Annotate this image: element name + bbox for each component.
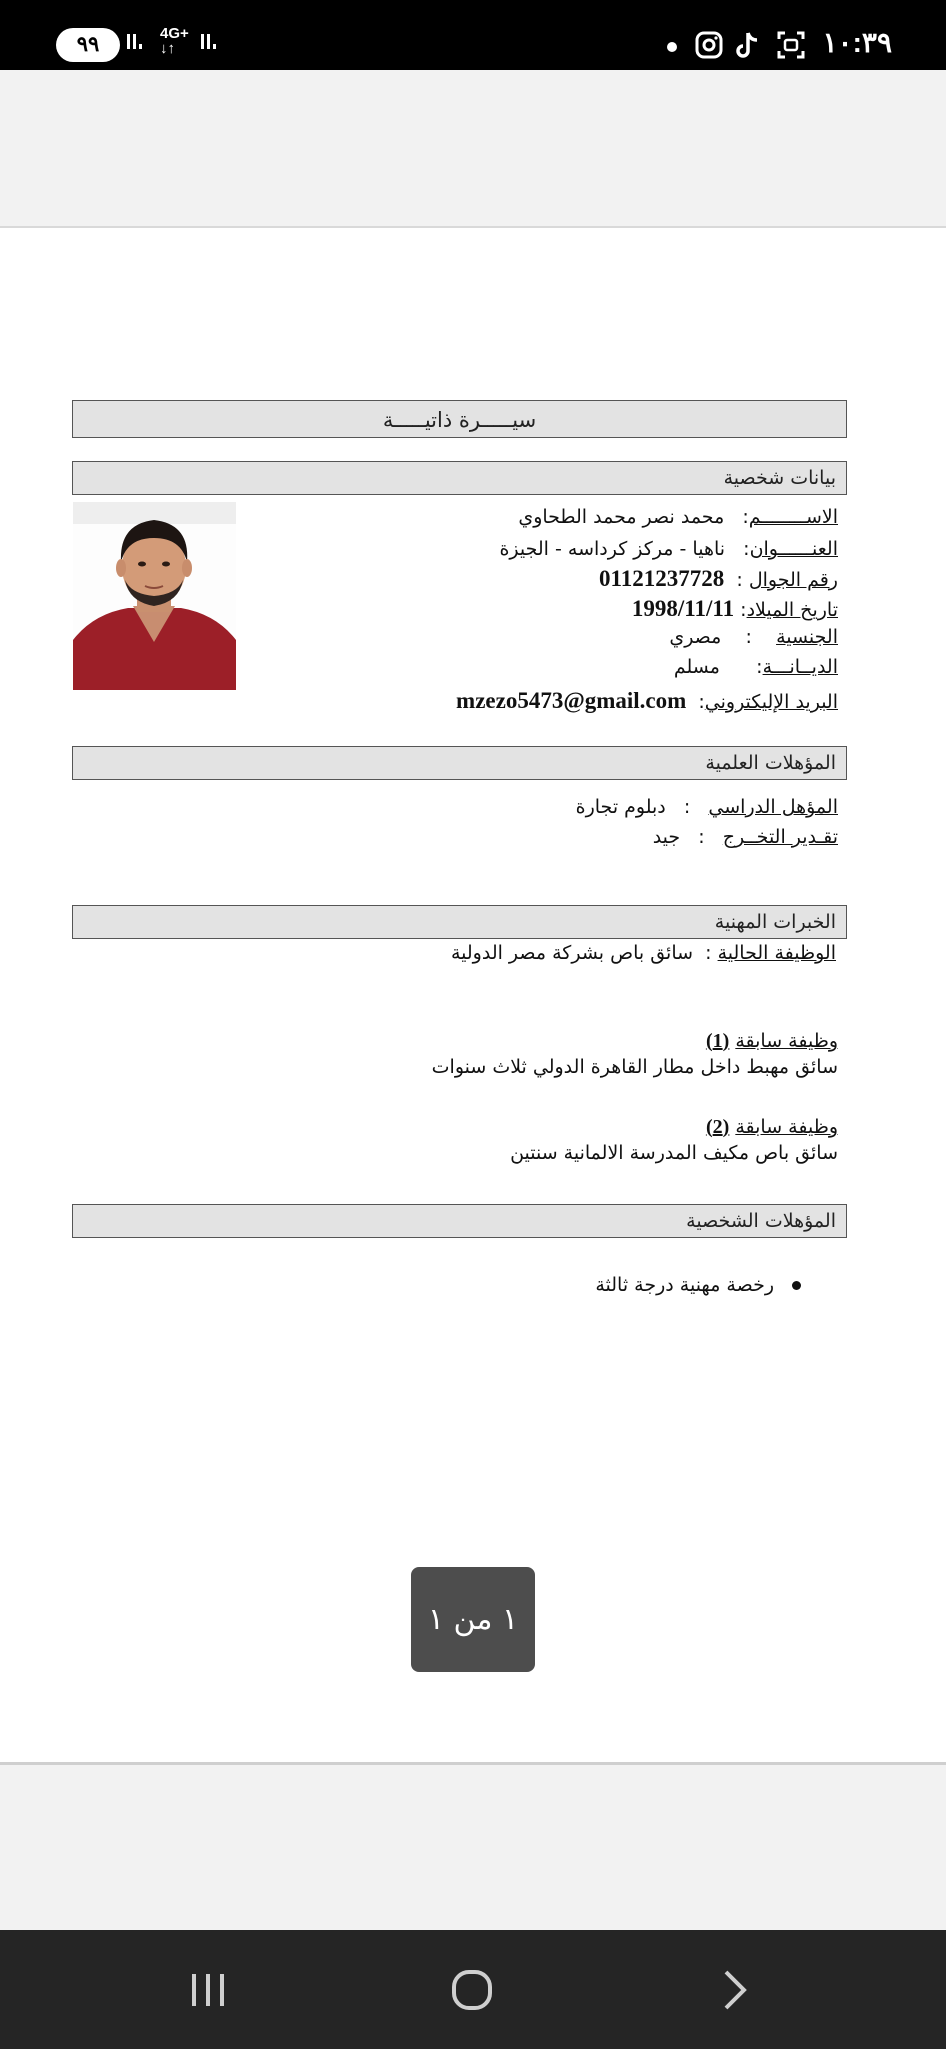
page-indicator: ١ من ١: [411, 1567, 535, 1672]
qualification-value: دبلوم تجارة: [575, 796, 666, 818]
cv-title: سيـــــرة ذاتيـــــة: [382, 408, 537, 432]
previous-job-number: (2): [705, 1116, 730, 1138]
section-heading: بيانات شخصية: [723, 467, 836, 489]
religion-row: الديــانـــة: مسلم: [673, 656, 838, 678]
document-page[interactable]: [0, 228, 946, 1762]
screenshot-icon: [776, 30, 806, 64]
instagram-icon: [694, 30, 724, 64]
name-label: الاســــــــم: [748, 506, 838, 528]
birth-value: 1998/11/11: [631, 596, 735, 621]
grade-value: جيد: [652, 826, 681, 848]
qualification-label: المؤهل الدراسي: [708, 796, 838, 818]
email-row: البريد الإليكتروني: mzezo5473@gmail.com: [456, 688, 838, 713]
mobile-value: 01121237728: [599, 566, 725, 591]
bullet-icon: [792, 1281, 801, 1290]
current-job-label: الوظيفة الحالية: [717, 942, 836, 964]
religion-label: الديــانـــة: [762, 656, 838, 678]
experience-section-header: [72, 905, 847, 939]
previous-job-label: وظيفة سابقة: [735, 1116, 838, 1138]
section-heading: المؤهلات الشخصية: [686, 1210, 836, 1232]
previous-job-1-desc: سائق مهبط داخل مطار القاهرة الدولي ثلاث سنوات: [431, 1056, 838, 1078]
education-section-header: [72, 746, 847, 780]
notification-dot-icon: [666, 38, 678, 57]
address-label: العنــــــوان: [749, 538, 838, 560]
previous-job-label: وظيفة سابقة: [735, 1030, 838, 1052]
current-job-value: سائق باص بشركة مصر الدولية: [450, 942, 694, 964]
signal-icon: [126, 30, 148, 58]
home-icon: [442, 1964, 502, 2016]
profile-photo: [73, 502, 236, 690]
skills-section-header: [72, 1204, 847, 1238]
clock: ١٠:٣٩: [822, 27, 892, 58]
name-row: الاســــــــم: محمد نصر محمد الطحاوي: [518, 506, 838, 528]
grade-row: تقـدير التخــرج : جيد: [652, 826, 838, 848]
nationality-label: الجنسية: [776, 626, 838, 648]
previous-job-1-title: [706, 1030, 838, 1053]
recent-apps-button[interactable]: [178, 1964, 238, 2016]
recent-apps-icon: [178, 1964, 238, 2016]
grade-label: تقـدير التخــرج: [722, 826, 838, 848]
status-bar: [0, 0, 946, 70]
home-button[interactable]: [442, 1964, 502, 2016]
previous-job-2-desc: سائق باص مكيف المدرسة الالمانية سنتين: [510, 1142, 838, 1164]
previous-job-number: (1): [705, 1030, 730, 1052]
list-item: رخصة مهنية درجة ثالثة: [595, 1274, 801, 1296]
address-value: ناهيا - مركز كرداسه - الجيزة: [499, 538, 726, 560]
email-value: mzezo5473@gmail.com: [456, 688, 687, 713]
battery-indicator: ٩٩: [56, 28, 120, 62]
mobile-label: رقم الجوال: [748, 569, 838, 591]
qualification-row: المؤهل الدراسي : دبلوم تجارة: [575, 796, 838, 818]
nationality-value: مصري: [669, 626, 722, 648]
current-job-row: الوظيفة الحالية : سائق باص بشركة مصر الدولية: [450, 942, 836, 964]
birth-row: تاريخ الميلاد: 1998/11/11: [631, 596, 838, 621]
personal-section-header: [72, 461, 847, 495]
address-row: العنــــــوان: ناهيا - مركز كرداسه - الجيزة: [499, 538, 838, 560]
religion-value: مسلم: [673, 656, 720, 678]
navigation-bar: [0, 1930, 946, 2049]
signal-icon: [200, 30, 222, 58]
network-type: 4G+ ↓↑: [160, 25, 189, 57]
section-heading: المؤهلات العلمية: [705, 752, 836, 774]
cv-title-bar: [72, 400, 847, 438]
birth-label: تاريخ الميلاد: [746, 599, 838, 621]
mobile-row: رقم الجوال : 01121237728: [599, 566, 838, 591]
name-value: محمد نصر محمد الطحاوي: [518, 506, 725, 528]
nationality-row: الجنسية : مصري: [669, 626, 838, 648]
section-heading: الخبرات المهنية: [714, 911, 836, 933]
chevron-right-icon: [708, 1964, 768, 2016]
previous-job-2-title: [706, 1116, 838, 1139]
tiktok-icon: [734, 30, 762, 64]
email-label: البريد الإليكتروني: [704, 691, 838, 713]
back-button[interactable]: [708, 1964, 768, 2016]
